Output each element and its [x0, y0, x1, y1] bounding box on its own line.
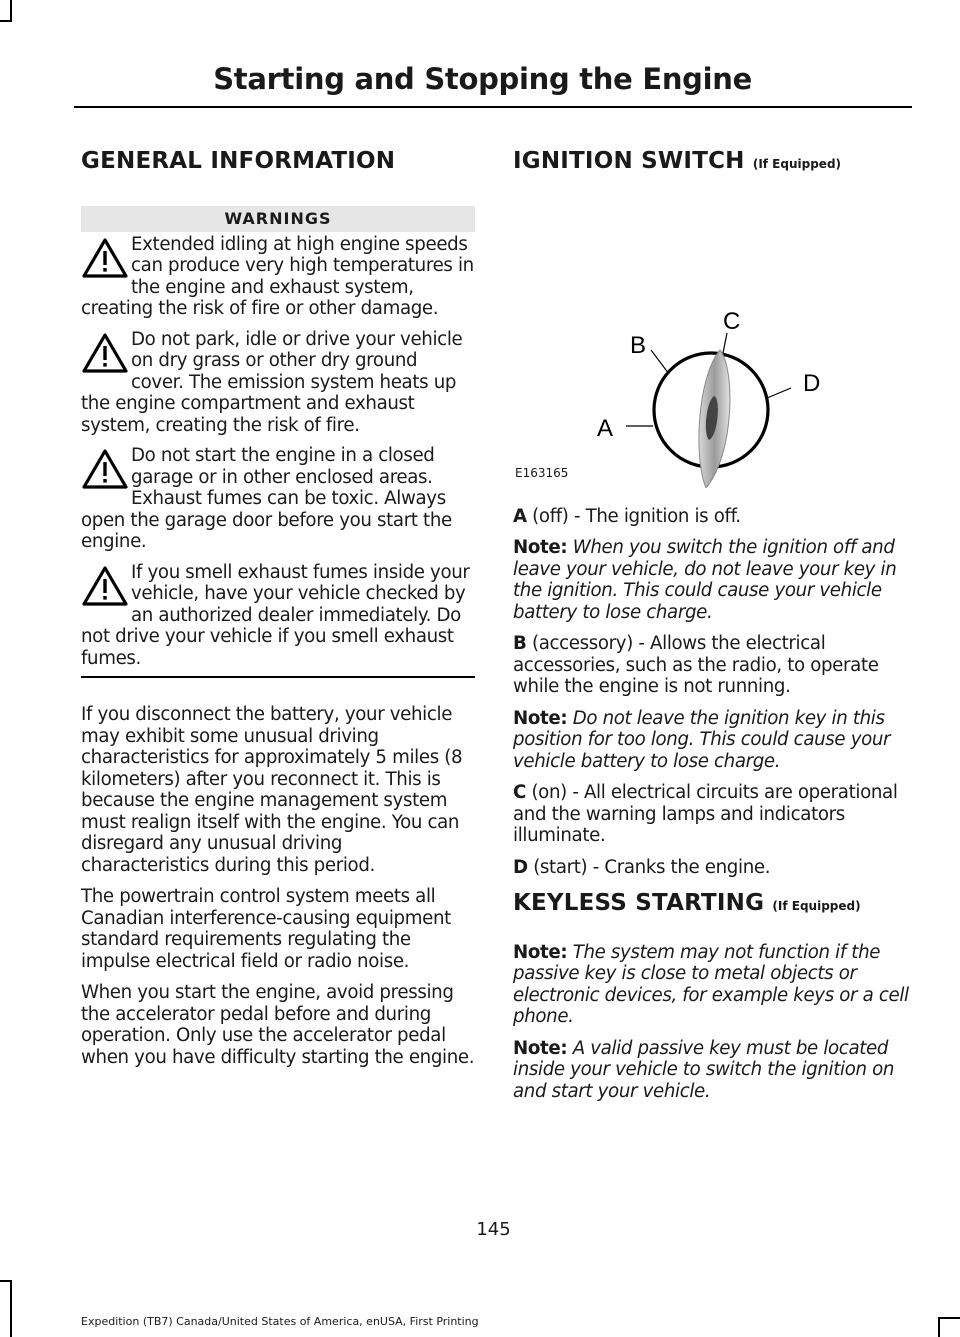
crop-mark — [10, 1280, 12, 1337]
crop-mark — [938, 1317, 960, 1319]
position-text: (off) - The ignition is off. — [532, 505, 741, 527]
position-key: B — [513, 633, 527, 655]
note-paragraph — [513, 1038, 911, 1103]
section-heading-general-information: GENERAL INFORMATION — [81, 148, 396, 174]
position-a-description — [513, 506, 911, 528]
note-text: When you switch the ignition off and leave your vehicle, do not leave your key in the ignition. This could cause your vehicle battery to lose charge. — [513, 537, 897, 623]
position-text: (accessory) - Allows the electrical accessories, such as the radio, to operate while the engine is not running. — [513, 633, 879, 698]
leader-line-d — [767, 388, 791, 398]
note-label: Note: — [513, 1037, 568, 1059]
header-rule — [74, 106, 912, 108]
warning-triangle-icon — [81, 448, 129, 490]
edition-footer: Expedition (TB7) Canada/United States of America, enUSA, First Printing — [81, 1315, 479, 1328]
position-text: (start) - Cranks the engine. — [533, 856, 771, 878]
ignition-switch-illustration — [513, 198, 911, 488]
crop-mark — [938, 1317, 940, 1337]
heading-text: IGNITION SWITCH — [513, 148, 745, 174]
warnings-heading: WARNINGS — [81, 206, 475, 232]
heading-qualifier: (If Equipped) — [772, 899, 861, 914]
page-number: 145 — [476, 1219, 511, 1240]
body-paragraph: When you start the engine, avoid pressing the accelerator pedal before and during operation. Only use the accelerator pedal when you have difficulty starting the engine. — [81, 982, 475, 1068]
position-b-description — [513, 633, 911, 698]
warning-triangle-icon — [81, 565, 129, 607]
body-paragraph: If you disconnect the battery, your vehicle may exhibit some unusual driving characteristics for approximately 5 miles (8 kilometers) after you reconnect it. This is because the engine management system must realign itself with the engine. You can disregard any unusual driving characteristics during this period. — [81, 704, 463, 876]
position-c-description — [513, 782, 911, 847]
note-paragraph — [513, 537, 911, 623]
position-d-description — [513, 857, 911, 879]
position-text: (on) - All electrical circuits are operational and the warning lamps and indicators illuminate. — [513, 782, 898, 847]
crop-mark — [0, 1280, 12, 1282]
left-column — [81, 140, 475, 1078]
figure-label-d: D — [803, 369, 821, 397]
heading-qualifier: (If Equipped) — [752, 157, 842, 171]
warning-text: If you smell exhaust fumes inside your vehicle, have your vehicle checked by an authorized dealer immediately. Do not drive your vehicle if you smell exhaust fumes. — [81, 561, 470, 669]
warning-text: Do not start the engine in a closed garage or in other enclosed areas. Exhaust fumes can be toxic. Always open the garage door before you start the engine. — [81, 445, 452, 553]
warning-item — [81, 562, 475, 679]
position-key: D — [513, 856, 528, 878]
heading-text: KEYLESS STARTING — [513, 890, 765, 917]
figure-id: E163165 — [515, 465, 569, 480]
position-key: A — [513, 505, 527, 527]
note-text: A valid passive key must be located inside your vehicle to switch the ignition on and start your vehicle. — [513, 1037, 895, 1102]
position-key: C — [513, 782, 526, 804]
note-label: Note: — [513, 941, 568, 963]
warning-triangle-icon — [81, 332, 129, 374]
note-text: Do not leave the ignition key in this position for too long. This could cause your vehicle battery to lose charge. — [513, 707, 891, 772]
right-column — [513, 140, 911, 1112]
warning-text: Extended idling at high engine speeds can produce very high temperatures in the engine and exhaust system, creating the risk of fire or other damage. — [81, 233, 474, 320]
section-heading-keyless-starting — [513, 890, 911, 918]
warning-triangle-icon — [81, 237, 129, 279]
note-paragraph — [513, 942, 911, 1028]
section-heading-ignition-switch — [513, 148, 911, 176]
leader-line-b — [651, 350, 669, 374]
crop-mark — [10, 0, 12, 22]
ignition-switch-figure — [513, 198, 911, 488]
body-paragraph: The powertrain control system meets all Canadian interference-causing equipment standard requirements regulating the impulse electrical field or radio noise. — [81, 886, 451, 972]
figure-label-c: C — [723, 307, 741, 335]
warning-item — [81, 445, 475, 553]
note-label: Note: — [513, 707, 568, 729]
note-text: The system may not function if the passive key is close to metal objects or electronic devices, for example keys or a cell phone. — [513, 941, 909, 1028]
note-label: Note: — [513, 537, 568, 559]
crop-mark — [0, 20, 12, 22]
chapter-title: Starting and Stopping the Engine — [213, 62, 752, 96]
warning-text: Do not park, idle or drive your vehicle on dry grass or other dry ground cover. The emission system heats up the engine compartment and exhaust system, creating the risk of fire. — [81, 328, 463, 436]
warning-item — [81, 329, 475, 437]
figure-label-a: A — [597, 414, 614, 442]
leader-line-c — [723, 333, 727, 353]
note-paragraph — [513, 708, 911, 773]
warning-item — [81, 234, 475, 320]
figure-label-b: B — [630, 331, 647, 359]
